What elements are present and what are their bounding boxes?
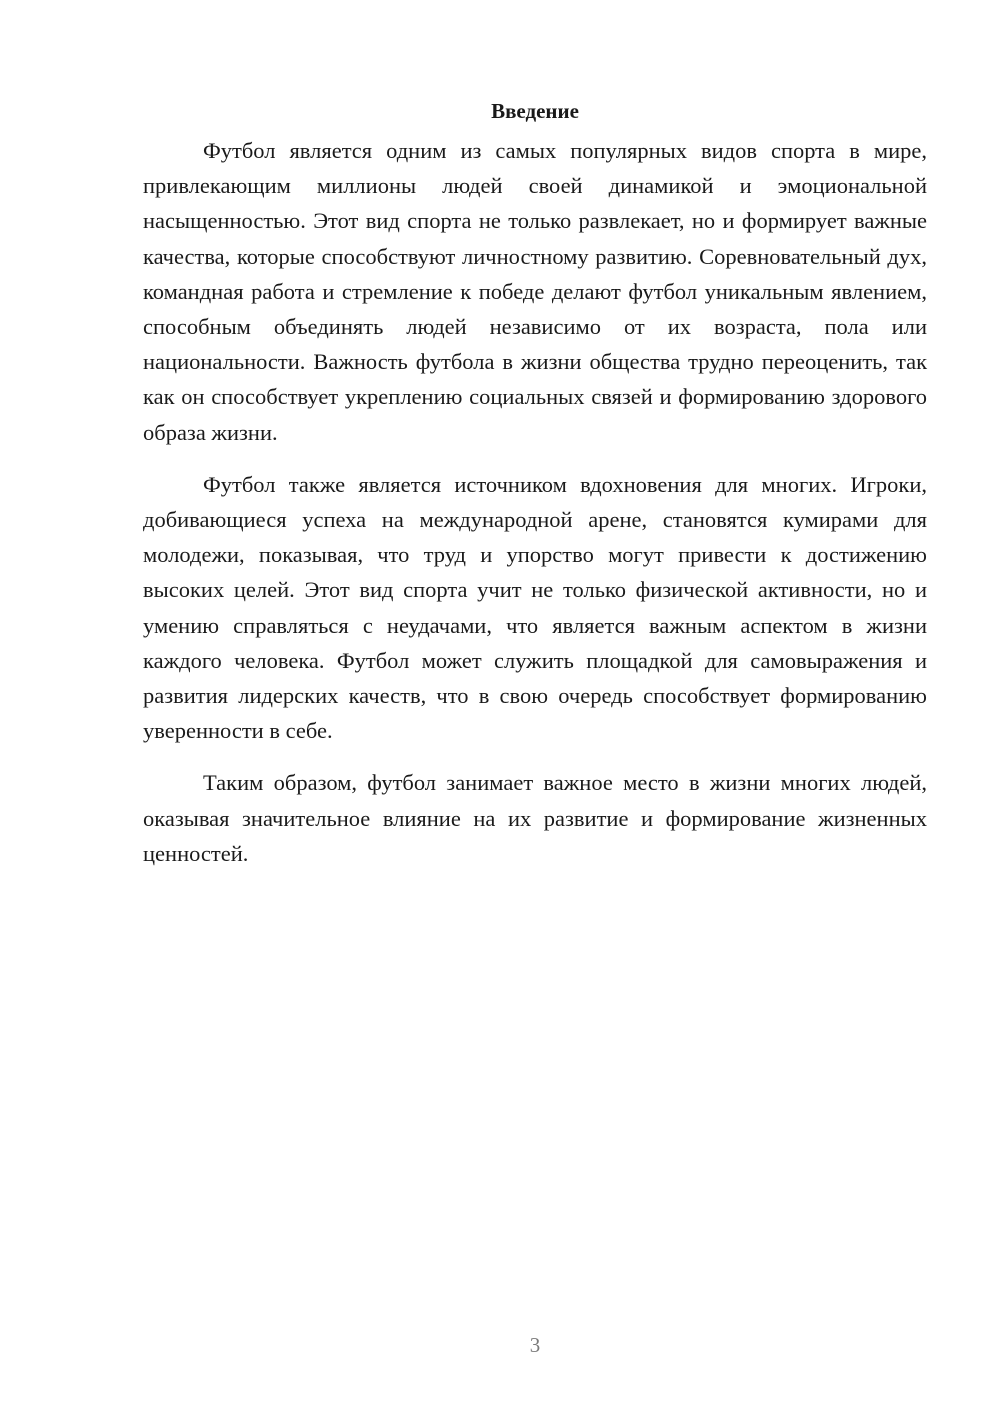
document-page bbox=[143, 95, 927, 888]
section-heading: Введение bbox=[491, 99, 579, 123]
paragraph-2: Футбол также является источником вдохновения для многих. Игроки, добивающиеся успеха на международной арене, становятся кумирами для молодежи, показывая, что труд и упорство могут привести к достижению высоких целей. Этот вид спорта учит не только физической активности, но и умению справляться с неудачами, что является важным аспектом в жизни каждого человека. Футбол может служить площадкой для самовыражения и развития лидерских качеств, что в свою очередь способствует формированию уверенности в себе. bbox=[143, 471, 927, 744]
paragraph-1: Футбол является одним из самых популярных видов спорта в мире, привлекающим миллионы людей своей динамикой и эмоциональной насыщенностью. Этот вид спорта не только развлекает, но и формирует важные качества, которые способствуют личностному развитию. Соревновательный дух, командная работа и стремление к победе делают футбол уникальным явлением, способным объединять людей независимо от их возраста, пола или национальности. Важность футбола в жизни общества трудно переоценить, так как он способствует укреплению социальных связей и формированию здорового образа жизни. bbox=[143, 138, 927, 445]
page-number: 3 bbox=[529, 1333, 541, 1357]
paragraph-3: Таким образом, футбол занимает важное место в жизни многих людей, оказывая значительное влияние на их развитие и формирование жизненных ценностей. bbox=[143, 770, 927, 866]
